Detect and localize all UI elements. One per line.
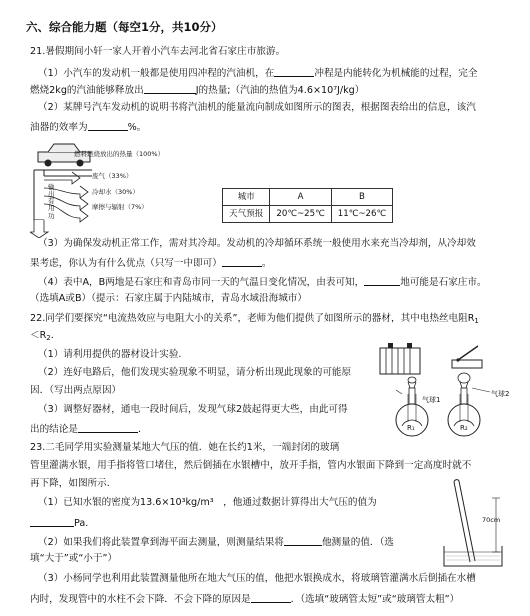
city-weather-table	[222, 188, 393, 223]
diagram-loss1-label: 废气（33%）	[92, 172, 133, 180]
r2-label: R₂	[460, 424, 468, 432]
flask-2-icon	[448, 373, 490, 436]
q23-part2-cont: 填“大于”或“小于”）	[30, 553, 118, 564]
q23-part3-cont	[30, 592, 514, 606]
height-measure-icon	[492, 498, 500, 552]
q22-stem	[30, 313, 514, 326]
diagram-side-label: 输出有用功	[48, 183, 55, 220]
table-header-b: B	[331, 189, 392, 206]
table-row-label: 天气预报	[223, 206, 270, 223]
battery-icon	[380, 343, 420, 374]
q21-stem: 21.暑假期间小轩一家人开着小汽车去河北省石家庄市旅游。	[30, 46, 286, 57]
q21-part2: （2）某牌号汽车发动机的说明书将汽油机的能量流向制成如图所示的图表，根据图表给出的信息，该汽	[38, 102, 476, 113]
q23-part1: （1）已知水银的密度为13.6×10³kg/m³ ，他通过数据计算得出大气压的值为	[38, 497, 377, 508]
q21-p3-text-b: 果考虑，你认为有什么优点（只写一中即可）	[30, 258, 222, 269]
table-header-a: A	[270, 189, 331, 206]
q22-conclusion-blank[interactable]	[78, 422, 138, 433]
table-cell-b: 11℃~26℃	[331, 206, 392, 223]
balloon2-label: 气球2	[491, 390, 510, 398]
q23-p2-text-b: 他测量的值．（选	[321, 537, 394, 548]
q22-r2-subscript: 2	[46, 334, 51, 342]
q22-part2: （2）连好电路后，他们发现实验现象不明显，请分析出现此现象的可能原	[38, 367, 352, 378]
q23-pressure-blank[interactable]	[30, 516, 74, 527]
q21-p3-text-c: 。	[261, 258, 272, 269]
q21-p1-text-a: （1）小汽车的发动机一般都是使用四冲程的汽油机，在	[38, 68, 275, 79]
q21-city-blank[interactable]	[364, 275, 400, 286]
q21-part2-cont	[30, 120, 514, 134]
q22-stem-text-c: ．	[50, 330, 61, 341]
q22-stem-text-b: ＜R	[30, 330, 47, 341]
q23-p1-text-b: Pa.	[74, 518, 89, 529]
q21-heat-blank[interactable]	[144, 83, 196, 94]
q22-p3-text-b: 出的结论是	[30, 424, 78, 435]
q22-stem-text: 22.同学们要探究“电流热效应与电阻大小的关系”，老师为他们提供了如图所示的器材，其中电热丝电阻R	[30, 313, 475, 324]
q21-p1-text-b: 冲程是内能转化为机械能的过程，完全	[314, 68, 478, 79]
q21-p1-text-c: 燃烧2kg的汽油能够释放出	[30, 85, 144, 96]
q23-stem-cont: 管里灌满水银，用手指将管口堵住，然后倒插在水银槽中，放开手指，管内水银面下降到一定高度时就不	[30, 460, 472, 471]
diagram-top-label: 燃料燃烧放出的热量（100%）	[74, 150, 165, 158]
diagram-loss3-label: 摩擦与辐射（7%）	[92, 203, 148, 211]
section-title: 六、综合能力题（每空1分，共10分）	[26, 20, 223, 34]
q23-p2-text-a: （2）如果我们将此装置拿到海平面去测量，则测量结果将	[38, 537, 284, 548]
q21-part4-hint: （选填A或B）（提示：石家庄属于内陆城市，青岛水域沿海城市）	[30, 293, 307, 304]
q23-stem-cont2: 再下降，如图所示．	[30, 478, 117, 489]
q22-part2-cont: 因．（写出两点原因）	[30, 385, 122, 396]
q23-stem: 23.二毛同学用实验测量某地大气压的值．她在长约1米，一端封闭的玻璃	[30, 442, 340, 453]
table-cell-a: 20℃~25℃	[270, 206, 331, 223]
q21-part1	[38, 66, 514, 80]
glass-tube-icon	[454, 480, 475, 562]
q23-p3-text-b: 内时，发现管中的水柱不会下降．不会下降的原因是	[30, 594, 251, 605]
q21-part3: （3）为确保发动机正常工作，需对其冷却。发动机的冷却循环系统一般使用水来充当冷却剂，从冷却效	[38, 238, 476, 249]
q21-coolant-blank[interactable]	[222, 256, 262, 267]
q23-reason-blank[interactable]	[251, 592, 291, 603]
q21-part4	[38, 275, 514, 289]
table-header-city: 城市	[223, 189, 270, 206]
q21-p2-text-c: %。	[127, 122, 147, 133]
q22-r1-subscript: 1	[474, 317, 479, 325]
q21-part3-cont	[30, 256, 514, 270]
r1-label: R₁	[407, 424, 415, 432]
q22-apparatus-figure	[378, 334, 518, 440]
q21-p4-text-b: 地可能是石家庄市。	[400, 277, 487, 288]
q23-part3: （3）小杨同学也利用此装置测量他所在地大气压的值，他把水银换成水，将玻璃管灌满水后倒插在水槽	[38, 573, 476, 584]
q21-efficiency-blank[interactable]	[88, 120, 128, 131]
q22-p3-text-c: ．	[137, 424, 148, 435]
q23-p3-text-c: ．（选填“玻璃管太短”或“玻璃管太粗”）	[290, 594, 460, 605]
balloon1-label: 气球1	[422, 396, 441, 404]
q21-part1-cont	[30, 83, 514, 97]
q21-p2-text-b: 油器的效率为	[30, 122, 88, 133]
q21-p1-text-d: J的热量;（汽油的热值为4.6×10⁷J/kg）	[195, 85, 365, 96]
q22-part3: （3）调整好器材，通电一段时间后，发现气球2鼓起得更大些，由此可得	[38, 404, 348, 415]
q22-part1: （1）请利用提供的器材设计实验．	[38, 349, 189, 360]
diagram-loss2-label: 冷却水（30%）	[92, 188, 139, 196]
tube-height-label: 70cm	[482, 516, 501, 524]
q23-barometer-figure	[436, 478, 516, 570]
switch-icon	[452, 346, 482, 368]
q21-stroke-blank[interactable]	[274, 66, 314, 77]
q23-compare-blank[interactable]	[284, 535, 322, 546]
q21-p4-text-a: （4）表中A，B两地是石家庄和青岛市同一天的气温日变化情况，由表可知，	[38, 277, 365, 288]
